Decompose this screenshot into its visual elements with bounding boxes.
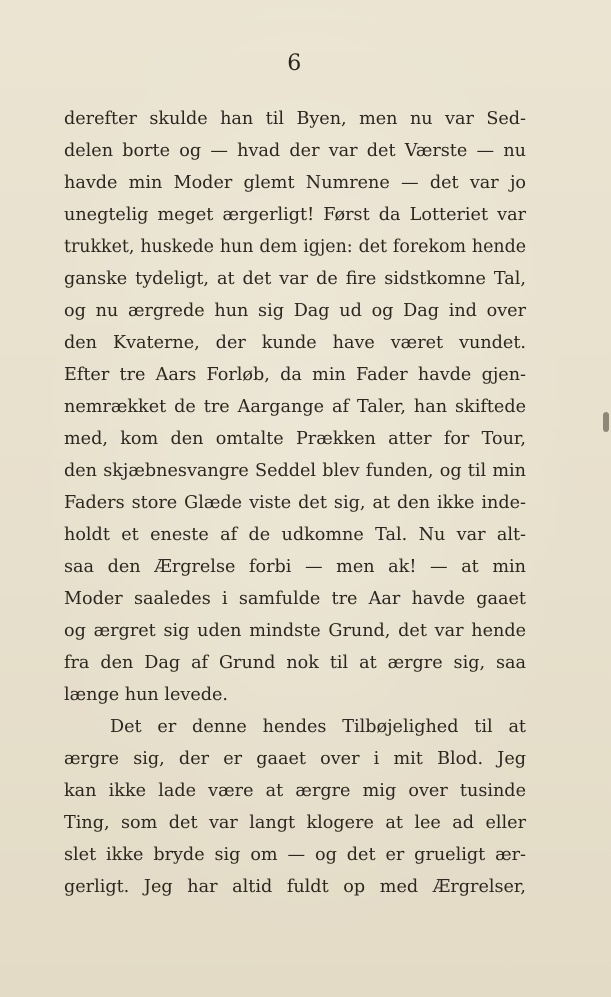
text-line: havde min Moder glemt Numrene — det var jo — [64, 173, 526, 193]
text-line: Faders store Glæde viste det sig, at den ikke inde- — [64, 493, 526, 513]
text-line: trukket, huskede hun dem igjen: det forekom hende — [64, 237, 526, 257]
text-line: ærgre sig, der er gaaet over i mit Blod. Jeg — [64, 749, 526, 769]
text-line: Efter tre Aars Forløb, da min Fader havde gjen- — [64, 365, 526, 385]
text-line: Moder saaledes i samfulde tre Aar havde gaaet — [64, 589, 526, 609]
text-line: længe hun levede. — [64, 685, 229, 705]
text-line: fra den Dag af Grund nok til at ærgre sig, saa — [64, 653, 526, 673]
text-line: holdt et eneste af de udkomne Tal. Nu var alt- — [64, 525, 526, 545]
text-line: nemrækket de tre Aargange af Taler, han skiftede — [64, 397, 526, 417]
text-line: derefter skulde han til Byen, men nu var Sed- — [64, 109, 526, 129]
paper-blemish — [603, 412, 609, 432]
text-line: med, kom den omtalte Prækken atter for Tour, — [64, 429, 526, 449]
text-line: unegtelig meget ærgerligt! Først da Lotteriet var — [64, 205, 526, 225]
page-number: 6 — [287, 51, 302, 76]
text-line: den Kvaterne, der kunde have været vundet. — [64, 333, 526, 353]
text-line: og nu ærgrede hun sig Dag ud og Dag ind over — [64, 301, 526, 321]
text-line: delen borte og — hvad der var det Værste — nu — [64, 141, 526, 161]
text-line: den skjæbnesvangre Seddel blev funden, og til min — [64, 461, 526, 481]
text-line: slet ikke bryde sig om — og det er grueligt ær- — [64, 845, 526, 865]
text-line: kan ikke lade være at ærgre mig over tusinde — [64, 781, 526, 801]
text-line: ganske tydeligt, at det var de fire sidstkomne Tal, — [64, 269, 526, 289]
body-text — [64, 103, 526, 903]
text-line: saa den Ærgrelse forbi — men ak! — at min — [64, 557, 526, 577]
text-line: og ærgret sig uden mindste Grund, det var hende — [64, 621, 526, 641]
text-line: Det er denne hendes Tilbøjelighed til at — [110, 717, 526, 737]
text-line: gerligt. Jeg har altid fuldt op med Ærgrelser, — [64, 877, 526, 897]
text-line: Ting, som det var langt klogere at lee ad eller — [64, 813, 526, 833]
